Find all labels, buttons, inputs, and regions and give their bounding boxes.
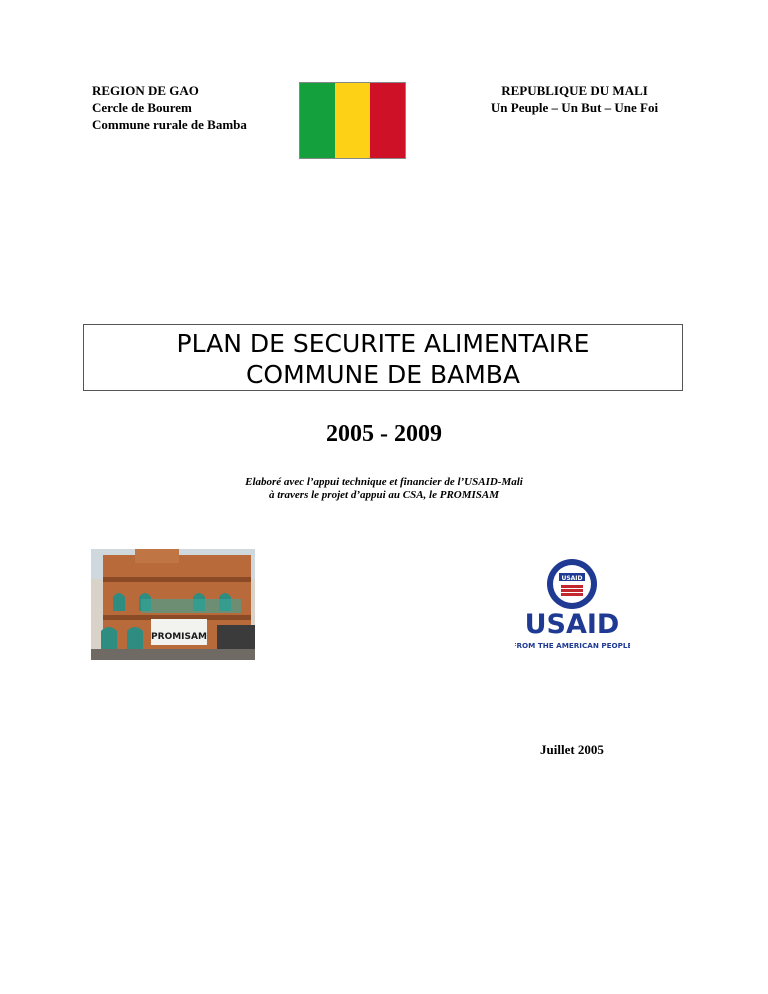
region-name: REGION DE GAO [92,83,199,98]
country-name: REPUBLIQUE DU MALI [501,83,648,98]
usaid-seal-text: USAID [561,575,583,582]
title-line-2: COMMUNE DE BAMBA [245,360,521,389]
flag-stripe-green [300,83,335,158]
usaid-tagline: FROM THE AMERICAN PEOPLE [515,641,630,650]
credits-line-2: à travers le projet d’appui au CSA, le PROMISAM [268,489,500,501]
promisam-building-photo [91,549,255,660]
issuing-authority [92,82,247,133]
title-line-1: PLAN DE SECURITE ALIMENTAIRE [176,329,590,358]
usaid-wordmark: USAID [524,609,620,640]
mali-flag [300,83,405,158]
flag-stripe-yellow [335,83,370,158]
flag-stripe-red [370,83,405,158]
cercle-name: Cercle de Bourem [92,100,192,115]
publication-date: Juillet 2005 [540,742,604,757]
period: 2005 - 2009 [326,421,442,447]
country-header [472,82,677,116]
commune-name: Commune rurale de Bamba [92,117,247,132]
usaid-logo [515,558,630,663]
country-motto: Un Peuple – Un But – Une Foi [490,100,659,115]
document-title [83,324,683,391]
credits-line-1: Elaboré avec l’appui technique et financier de l’USAID-Mali [245,476,523,488]
credits [0,476,768,502]
photo-sign-text: PROMISAM [151,632,207,642]
